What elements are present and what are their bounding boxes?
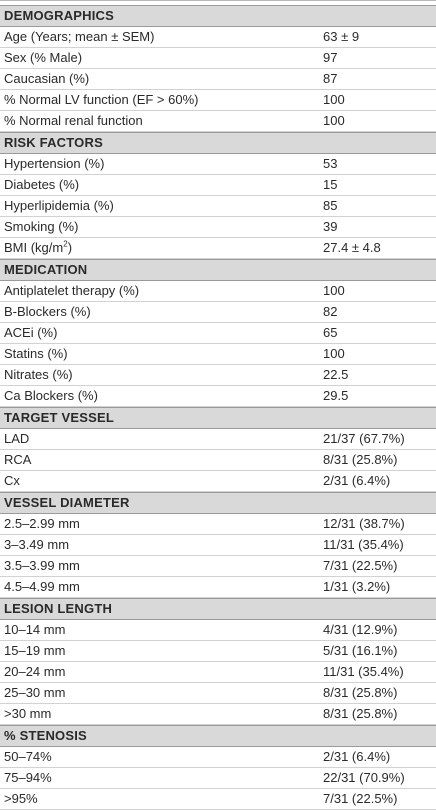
row-label: Statins (%) [4,346,68,361]
row-label: B-Blockers (%) [4,304,91,319]
table-row [0,514,436,535]
row-value: 11/31 (35.4%) [323,537,404,552]
section-header-lesion-length: LESION LENGTH [0,598,436,620]
row-label: Hyperlipidemia (%) [4,198,114,213]
table-row [0,217,436,238]
row-value: 8/31 (25.8%) [323,706,398,721]
table-row [0,386,436,407]
row-value: 29.5 [323,388,349,403]
table-row [0,323,436,344]
bmi-label-superscript: 2 [63,239,68,249]
row-value: 39 [323,219,338,234]
row-label: RCA [4,452,32,467]
row-label: 25–30 mm [4,685,66,700]
row-label: 50–74% [4,749,52,764]
table-row [0,69,436,90]
table-row [0,789,436,810]
table-row [0,768,436,789]
bmi-label-text: BMI (kg/m [4,240,64,255]
row-label: % Normal LV function (EF > 60%) [4,92,199,107]
row-label: 4.5–4.99 mm [4,579,80,594]
row-value: 100 [323,346,345,361]
row-value: 82 [323,304,338,319]
row-value: 22.5 [323,367,349,382]
row-label: 3.5–3.99 mm [4,558,80,573]
row-label: Nitrates (%) [4,367,73,382]
section-header-demographics: DEMOGRAPHICS [0,5,436,27]
table-row [0,429,436,450]
row-value: 97 [323,50,338,65]
row-value: 5/31 (16.1%) [323,643,398,658]
table-row [0,154,436,175]
table-row [0,704,436,725]
table-row [0,556,436,577]
table-row [0,281,436,302]
row-label: 3–3.49 mm [4,537,70,552]
row-label: >30 mm [4,706,52,721]
row-label: % Normal renal function [4,113,143,128]
row-value: 1/31 (3.2%) [323,579,391,594]
row-label: Cx [4,473,20,488]
row-value: 22/31 (70.9%) [323,770,405,785]
row-value: 8/31 (25.8%) [323,452,398,467]
row-value: 21/37 (67.7%) [323,431,405,446]
row-label: 2.5–2.99 mm [4,516,80,531]
row-value: 63 ± 9 [323,29,360,44]
row-value: 2/31 (6.4%) [323,749,391,764]
row-label: Caucasian (%) [4,71,90,86]
table-row [0,196,436,217]
table-row [0,747,436,768]
table-row [0,90,436,111]
row-label: 20–24 mm [4,664,66,679]
row-label: ACEi (%) [4,325,58,340]
row-label: LAD [4,431,30,446]
row-label: Smoking (%) [4,219,79,234]
row-label: Ca Blockers (%) [4,388,98,403]
row-value: 2/31 (6.4%) [323,473,391,488]
row-value: 85 [323,198,338,213]
section-header-vessel-diameter: VESSEL DIAMETER [0,492,436,514]
table-row [0,48,436,69]
row-value: 4/31 (12.9%) [323,622,398,637]
row-value: 65 [323,325,338,340]
table-row [0,175,436,196]
table-row [0,641,436,662]
row-value: 15 [323,177,338,192]
row-label: Sex (% Male) [4,50,83,65]
row-label: 75–94% [4,770,52,785]
row-value: 100 [323,113,345,128]
row-value: 12/31 (38.7%) [323,516,405,531]
table-row [0,344,436,365]
table-row [0,111,436,132]
row-value: 11/31 (35.4%) [323,664,404,679]
row-label: 15–19 mm [4,643,66,658]
section-header-stenosis: % STENOSIS [0,725,436,747]
row-value: 53 [323,156,338,171]
table-row [0,471,436,492]
row-label: 10–14 mm [4,622,66,637]
row-label: Age (Years; mean ± SEM) [4,29,155,44]
row-label [4,238,72,258]
table-row [0,577,436,598]
table-row [0,365,436,386]
row-value: 7/31 (22.5%) [323,558,398,573]
section-header-target-vessel: TARGET VESSEL [0,407,436,429]
table-row [0,620,436,641]
row-value: 100 [323,283,345,298]
table-row [0,450,436,471]
section-header-medication: MEDICATION [0,259,436,281]
row-label: >95% [4,791,38,806]
table-row [0,683,436,704]
table-row [0,238,436,259]
table-row [0,27,436,48]
row-label: Diabetes (%) [4,177,80,192]
row-value: 27.4 ± 4.8 [323,240,381,255]
row-value: 7/31 (22.5%) [323,791,398,806]
section-header-risk-factors: RISK FACTORS [0,132,436,154]
table-row [0,302,436,323]
table-row [0,535,436,556]
table-row [0,662,436,683]
row-value: 100 [323,92,345,107]
row-label: Hypertension (%) [4,156,105,171]
bmi-label-tail: ) [67,240,73,255]
row-value: 87 [323,71,338,86]
row-value: 8/31 (25.8%) [323,685,398,700]
row-label: Antiplatelet therapy (%) [4,283,140,298]
